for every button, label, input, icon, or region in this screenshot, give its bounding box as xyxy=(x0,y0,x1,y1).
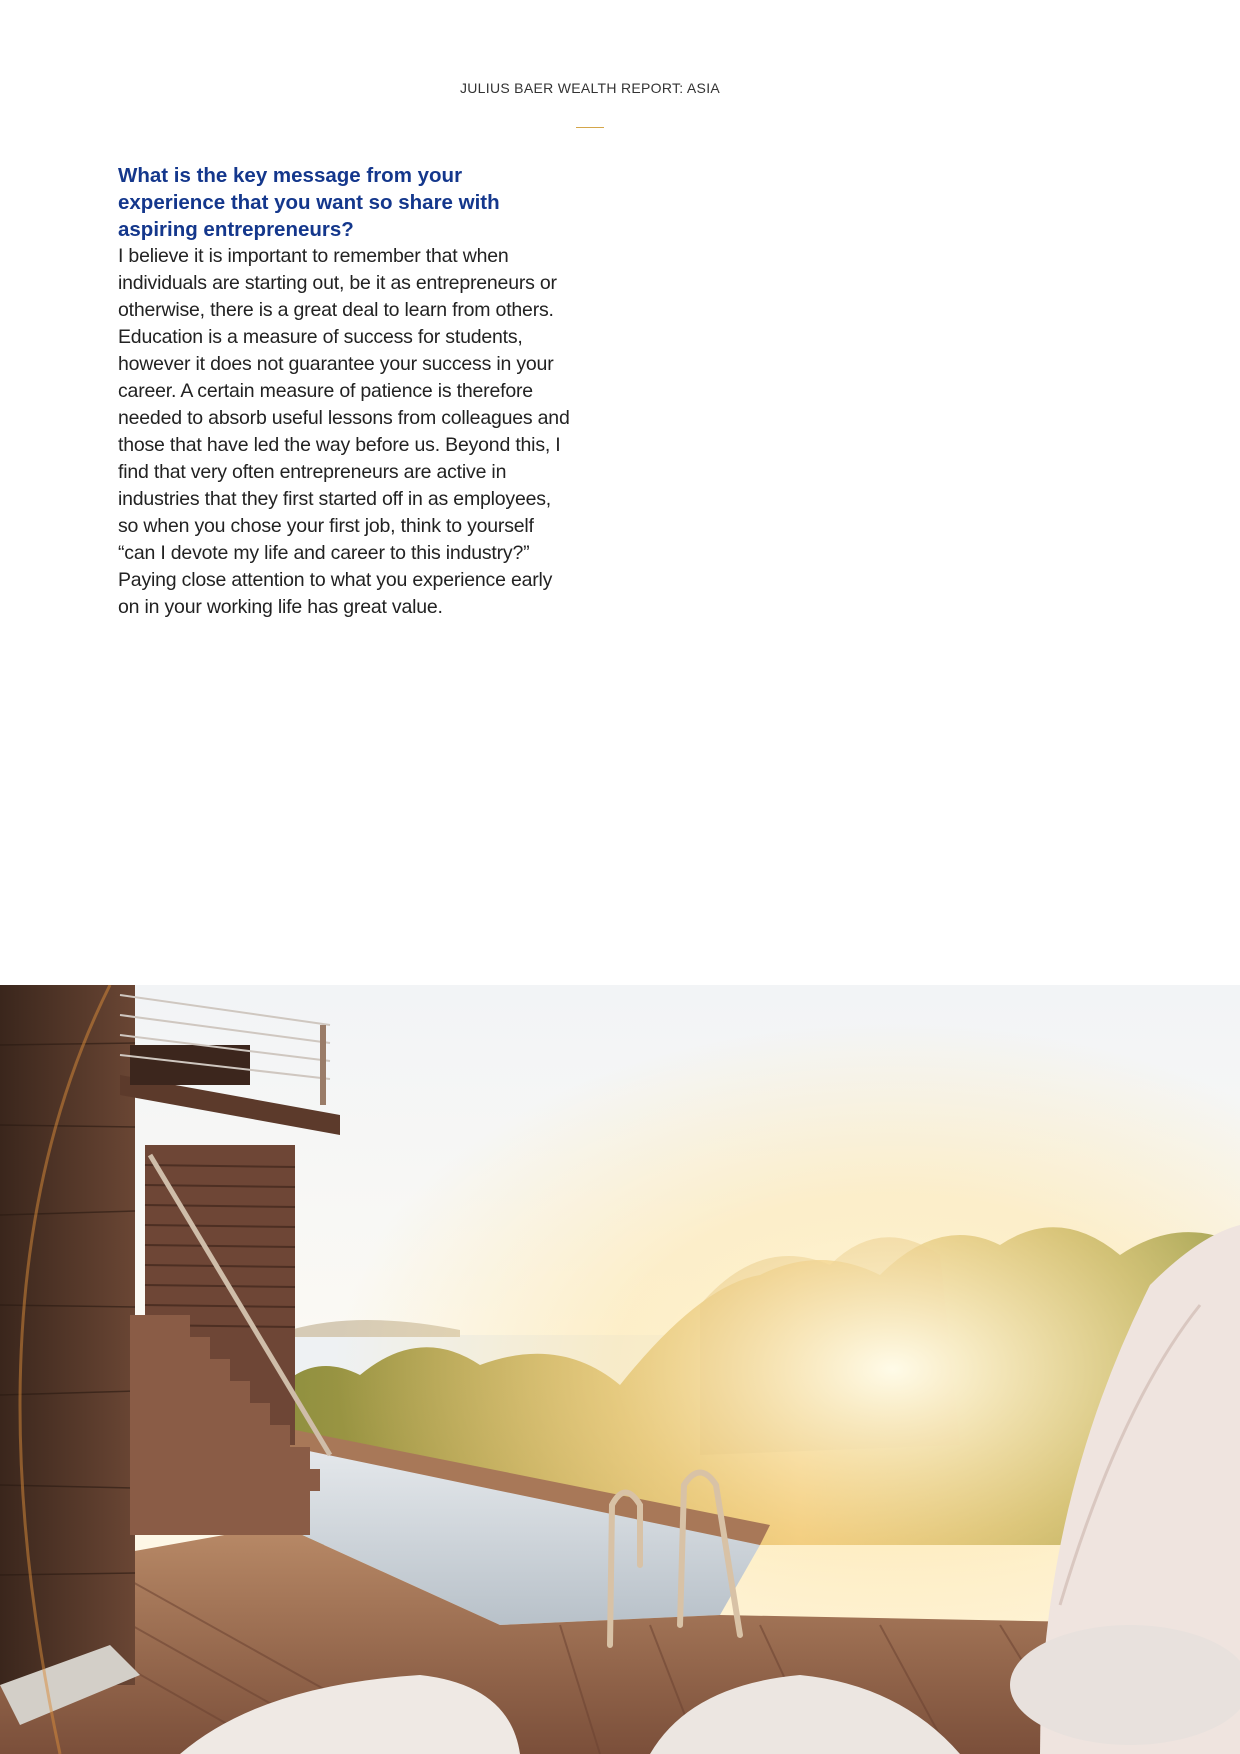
running-header: JULIUS BAER WEALTH REPORT: ASIA xyxy=(459,80,721,96)
interview-question: What is the key message from your experience that you want so share with aspiring entrepreneurs? xyxy=(118,164,500,241)
interview-column xyxy=(118,162,570,621)
pool-deck-photo xyxy=(0,985,1240,1754)
header-divider xyxy=(576,127,604,128)
interview-answer: I believe it is important to remember that when individuals are starting out, be it as entrepreneurs or otherwise, there is a great deal to learn from others. Education is a measure of success for students, however it does not guarantee your success in your career. A certain measure of patience is therefore needed to absorb useful lessons from colleagues and those that have led the way before us. Beyond this, I find that very often entrepreneurs are active in industries that they first started off in as employees, so when you chose your first job, think to yourself “can I devote my life and career to this industry?” Paying close attention to what you experience early on in your working life has great value. xyxy=(118,245,570,618)
